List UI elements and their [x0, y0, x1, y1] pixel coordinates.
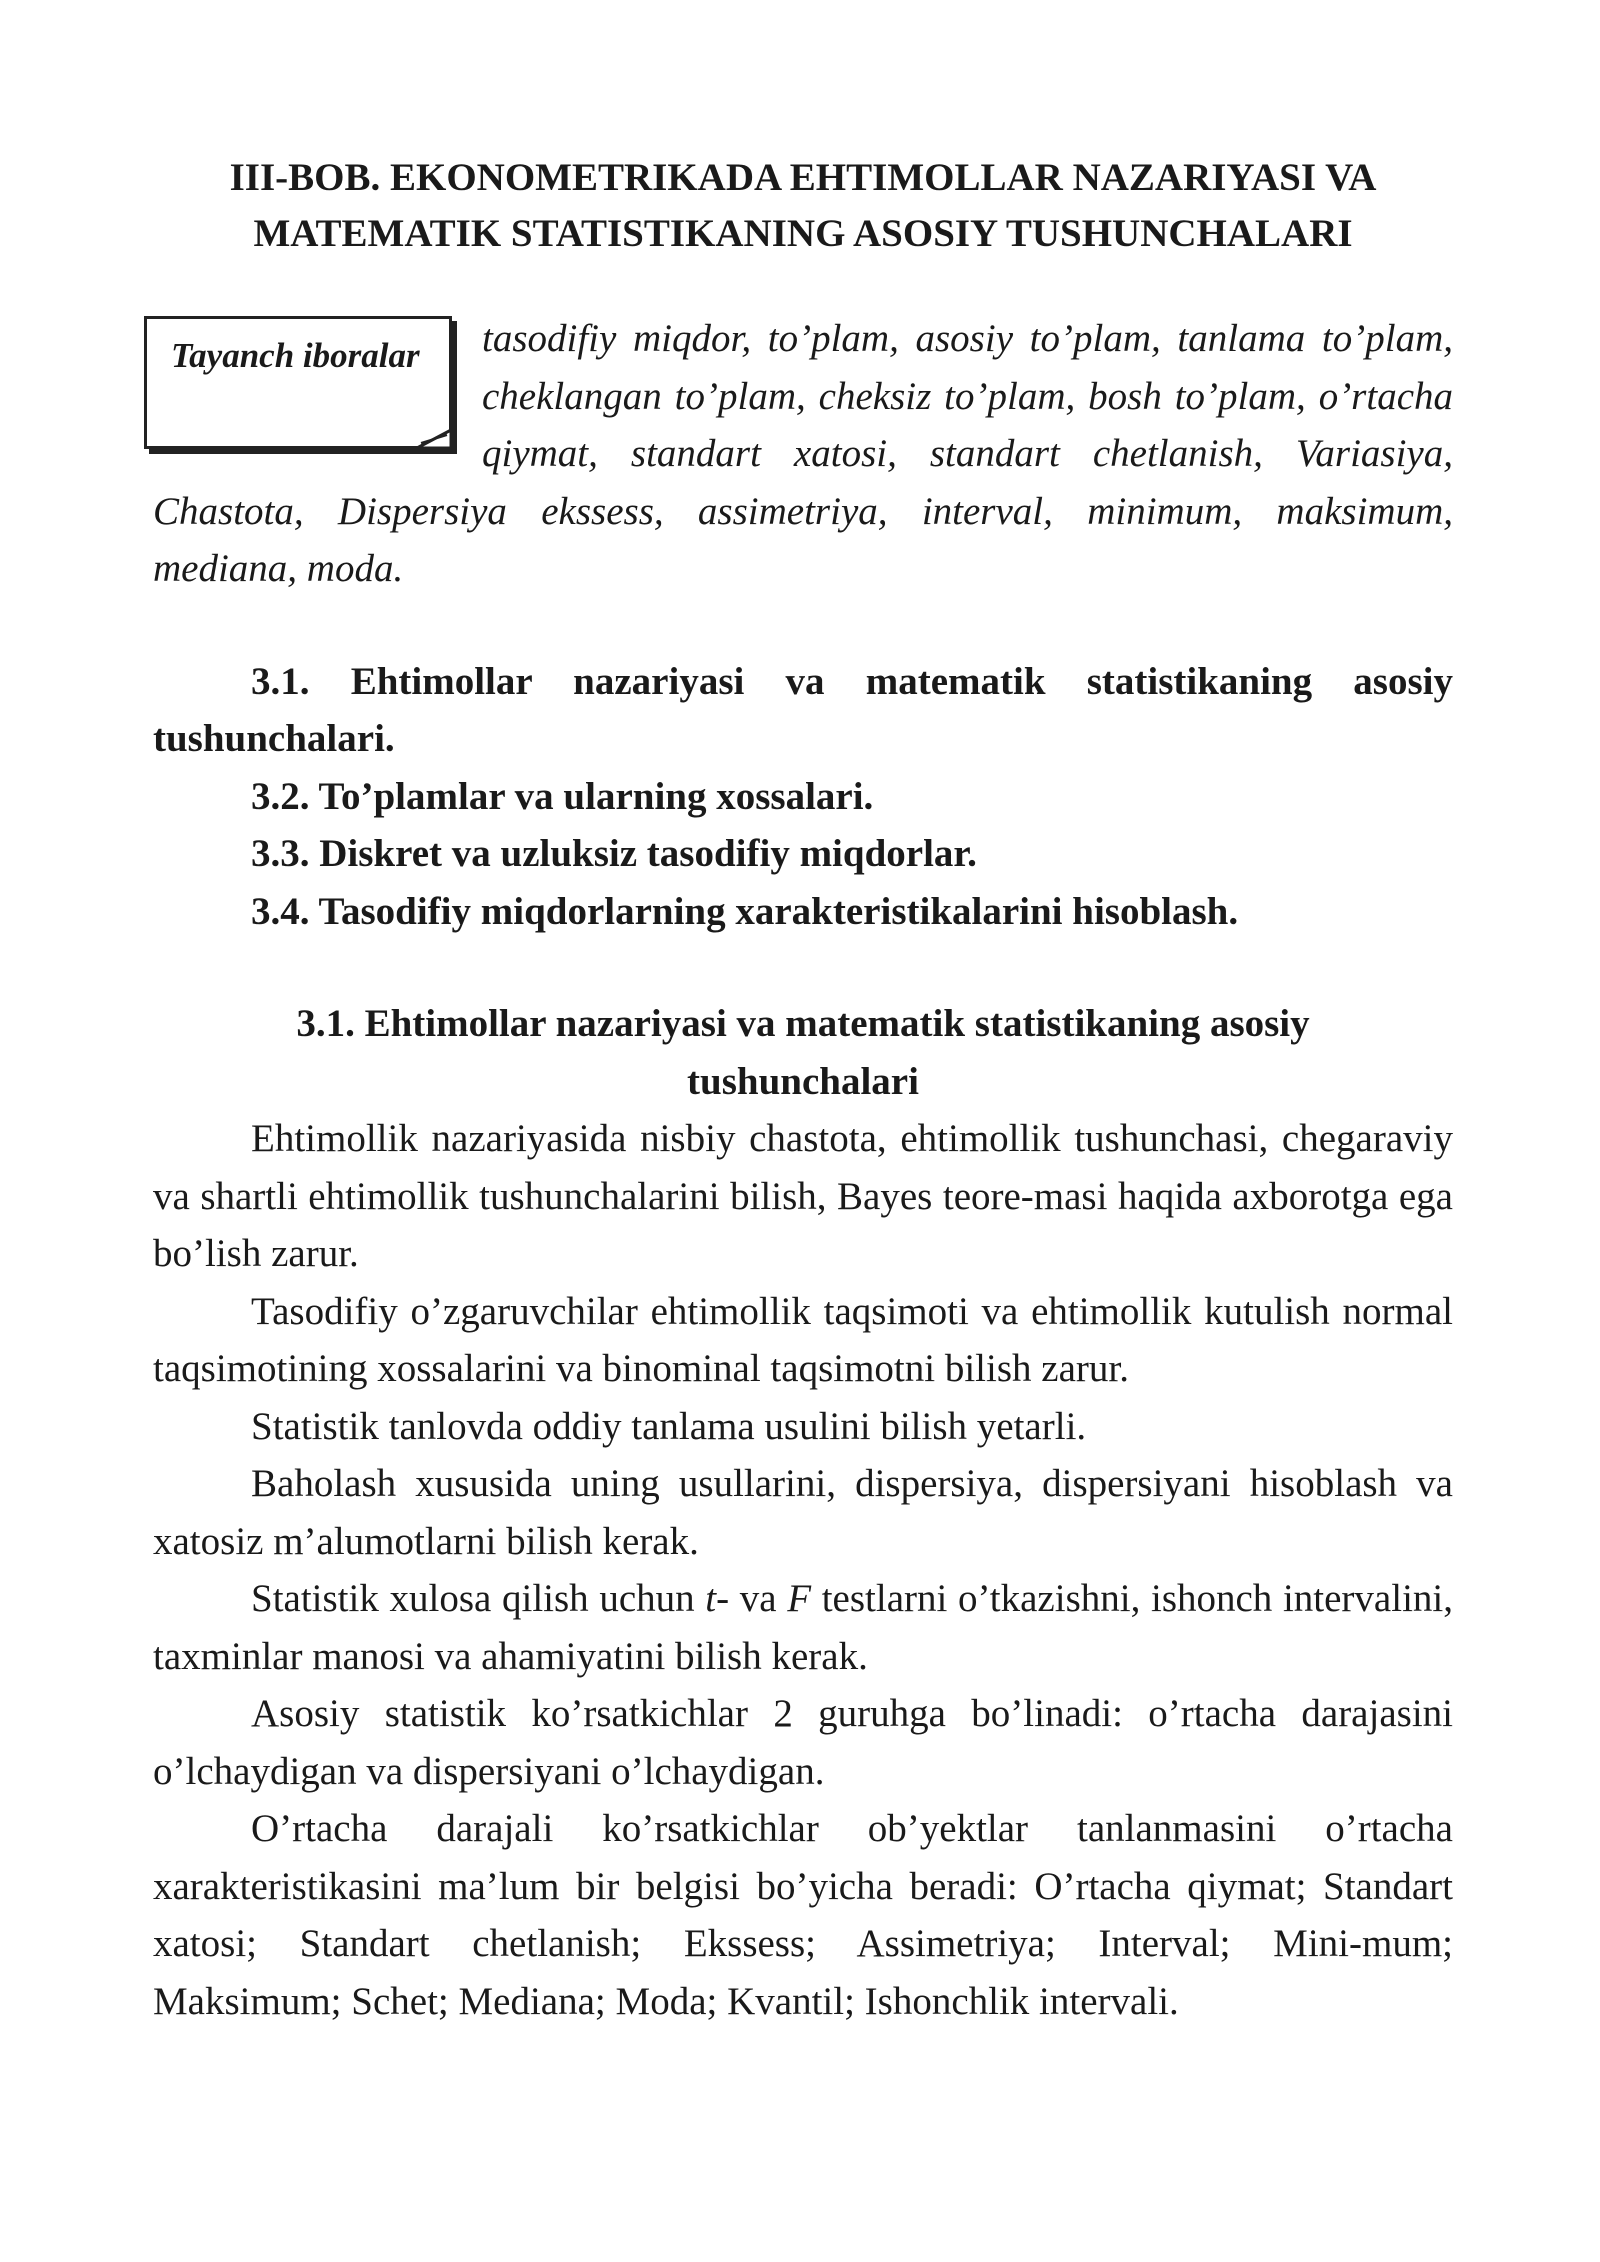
keywords-text: tasodifiy miqdor, to’plam, asosiy to’plam, tanlama to’plam, cheklangan to’plam, cheksiz to’plam, bosh to’plam, o’rtacha qiymat, standart xatosi, standart chetlanish, Variasiya, Chastota, Dispersiya ekssess, assimetriya, interval, minimum, maksimum, mediana, moda. [153, 317, 1453, 590]
body-paragraph [153, 1570, 1453, 1685]
body-paragraph: O’rtacha darajali ko’rsatkichlar ob’yektlar tanlanmasini o’rtacha xarakteristikasini ma’lum bir belgisi bo’yicha beradi: O’rtacha qiymat; Standart xatosi; Standart chetlanish; Ekssess; Assimetriya; Interval; Mini-mum; Maksimum; Schet; Mediana; Moda; Kvantil; Ishonchlik intervali. [153, 1807, 1453, 2023]
outline-item: 3.1. Ehtimollar nazariyasi va matematik statistikaning asosiy tushunchalari. [153, 659, 1453, 760]
section-outline [153, 653, 1453, 941]
outline-item: 3.4. Tasodifiy miqdorlarning xarakteristikalarini hisoblash. [251, 889, 1239, 933]
outline-item: 3.3. Diskret va uzluksiz tasodifiy miqdorlar. [251, 832, 977, 875]
body-paragraph: Tasodifiy o’zgaruvchilar ehtimollik taqsimoti va ehtimollik kutulish normal taqsimotining xossalarini va binominal taqsimotni bilish zarur. [153, 1289, 1453, 1390]
paragraph-text: - va [716, 1577, 788, 1620]
paragraph-text: Statistik xulosa qilish uchun [251, 1577, 706, 1620]
chapter-title [153, 150, 1453, 262]
body-paragraph: Asosiy statistik ko’rsatkichlar 2 guruhga bo’linadi: o’rtacha darajasini o’lchaydigan va dispersiyani o’lchaydigan. [153, 1692, 1453, 1793]
keywords-label: Tayanch iboralar [171, 336, 420, 375]
chapter-title-line-2: MATEMATIK STATISTIKANING ASOSIY TUSHUNCHALARI [253, 212, 1353, 255]
page-curl-icon [411, 426, 455, 452]
paragraph-text: testlarni o’tkazishni, ishonch intervalini, taxminlar manosi va ahamiyatini bilish kerak. [153, 1577, 1453, 1678]
outline-item: 3.2. To’plamlar va ularning xossalari. [251, 774, 874, 818]
t-variable: t [705, 1577, 717, 1620]
section-title-line-2: tushunchalari [687, 1059, 919, 1103]
keywords-label-box [144, 316, 452, 449]
section-title [193, 995, 1413, 1110]
section-title-line-1: 3.1. Ehtimollar nazariyasi va matematik statistikaning asosiy [296, 1002, 1310, 1045]
page-content [153, 150, 1453, 2030]
chapter-title-line-1: III-BOB. EKONOMETRIKADA EHTIMOLLAR NAZARIYASI VA [229, 156, 1377, 199]
body-paragraph: Ehtimollik nazariyasida nisbiy chastota, ehtimollik tushunchasi, chegaraviy va shartli ehtimollik tushunchalarini bilish, Bayes teore-masi haqida axborotga ega bo’lish zarur. [153, 1117, 1453, 1275]
f-variable: F [787, 1577, 812, 1620]
body-paragraph: Statistik tanlovda oddiy tanlama usulini bilish yetarli. [251, 1404, 1087, 1448]
keywords-block [153, 310, 1453, 598]
body-paragraph: Baholash xususida uning usullarini, dispersiya, dispersiyani hisoblash va xatosiz m’alumotlarni bilish kerak. [153, 1462, 1453, 1563]
